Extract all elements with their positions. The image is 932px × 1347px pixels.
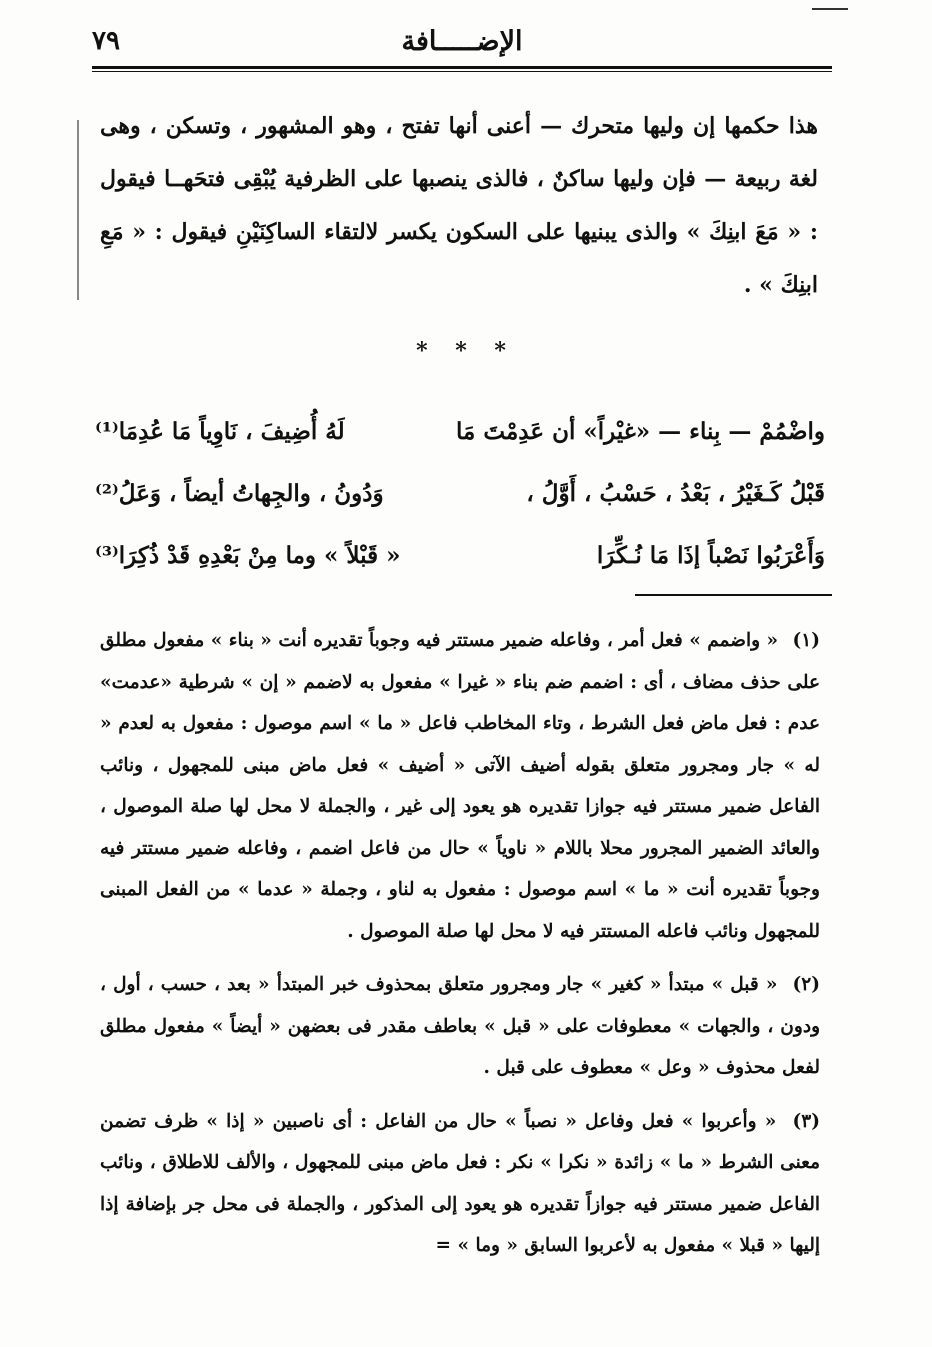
- verse-line: [95, 400, 825, 462]
- footnote-number: (٢): [792, 974, 820, 995]
- verse-block: [95, 400, 825, 586]
- verse-second-hemistich: وَدُونُ ، والجِهاتُ أيضاً ، وَعَلُ⁽²⁾: [95, 479, 384, 507]
- verse-line: [95, 524, 825, 586]
- footnote-number: (٣): [792, 1110, 820, 1132]
- footnote: [100, 1101, 820, 1267]
- page-number: ٧٩: [92, 26, 120, 56]
- footnote-rule: [635, 594, 832, 596]
- footnote-text: « وأعربوا » فعل وفاعل « نصباً » حال من الفاعل : أى ناصبين « إذا » ظرف تضمن معنى الشرط « ما » زائدة « نكرا » نكر : فعل ماض مبنى للمجهول ، والألف للاطلاق ، ونائب الفاعل ضمير مستتر فيه جوازاً تقديره هو يعود إلى المذكور ، والجملة فى محل جر بإضافة إذا إليها « قبلا » مفعول به لأعربوا السابق « وما » =: [100, 1110, 820, 1256]
- scan-mark: [812, 8, 848, 10]
- page-header: [92, 24, 832, 64]
- verse-first-hemistich: قَبْلُ كَـغَيْرُ ، بَعْدُ ، حَسْبُ ، أَوَّلُ ،: [526, 479, 825, 507]
- verse-second-hemistich: لَهُ أُضِيفَ ، نَاوِياً مَا عُدِمَا⁽¹⁾: [95, 417, 345, 445]
- footnotes: [100, 620, 820, 1279]
- verse-second-hemistich: « قَبْلاً » وما مِنْ بَعْدِهِ قَدْ ذُكِرَا⁽³⁾: [95, 541, 401, 569]
- section-separator: * * *: [416, 338, 516, 364]
- verse-first-hemistich: وَأَعْرَبُوا نَصْباً إذَا مَا نُـكِّرَا: [596, 541, 825, 569]
- footnote-text: « واضمم » فعل أمر ، وفاعله ضمير مستتر فيه وجوباً تقديره أنت « بناء » مفعول مطلق على حذف مضاف ، أى : اضمم ضم بناء « غيرا » مفعول به لاضمم « إن » شرطية «عدمت» عدم : فعل ماض فعل الشرط ، وتاء المخاطب فاعل « ما » اسم موصول : مفعول به لعدم « له » جار ومجرور متعلق بقوله أضيف الآتى « أضيف » فعل ماض مبنى للمجهول ، ونائب الفاعل ضمير مستتر فيه جوازا تقديره هو يعود إلى غير ، والجملة لا محل لها صلة الموصول ، والعائد الضمير المجرور محلا باللام « ناوياً » حال من فاعل اضمم ، وفاعله ضمير مستتر فيه وجوباً تقديره أنت « ما » اسم موصول : مفعول به لناو ، وجملة « عدما » من الفعل المبنى للمجهول ونائب فاعله المستتر فيه لا محل لها صلة الموصول .: [100, 630, 820, 942]
- footnote-number: (١): [792, 630, 820, 651]
- verse-first-hemistich: واضْمُمْ — بِناء — «غيْراً» أن عَدِمْتَ مَا: [456, 417, 825, 445]
- footnote: [100, 964, 820, 1089]
- main-paragraph: [100, 100, 818, 312]
- footnote-text: « قبل » مبتدأ « كغير » جار ومجرور متعلق بمحذوف خبر المبتدأ « بعد ، حسب ، أول ، ودون ، والجهات » معطوفات على « قبل » بعاطف مقدر فى بعضهن « أيضاً » مفعول مطلق لفعل محذوف « وعل » معطوف على قبل .: [100, 974, 820, 1078]
- header-rule-thin: [92, 71, 832, 72]
- paragraph-text: هذا حكمها إن وليها متحرك — أعنى أنها تفتح ، وهو المشهور ، وتسكن ، وهى لغة ربيعة — فإن وليها ساكنٌ ، فالذى ينصبها على الظرفية يُبْقِى فتحَهــا فيقول : « مَعَ ابنِكَ » والذى يبنيها على السكون يكسر لالتقاء الساكِنَيْنِ فيقول : « مَعِ ابنِكَ » .: [100, 113, 819, 298]
- chapter-title: الإضـــــافة: [401, 26, 523, 57]
- header-rule: [92, 66, 832, 69]
- verse-line: [95, 462, 825, 524]
- margin-line: [77, 120, 79, 300]
- footnote: [100, 620, 820, 952]
